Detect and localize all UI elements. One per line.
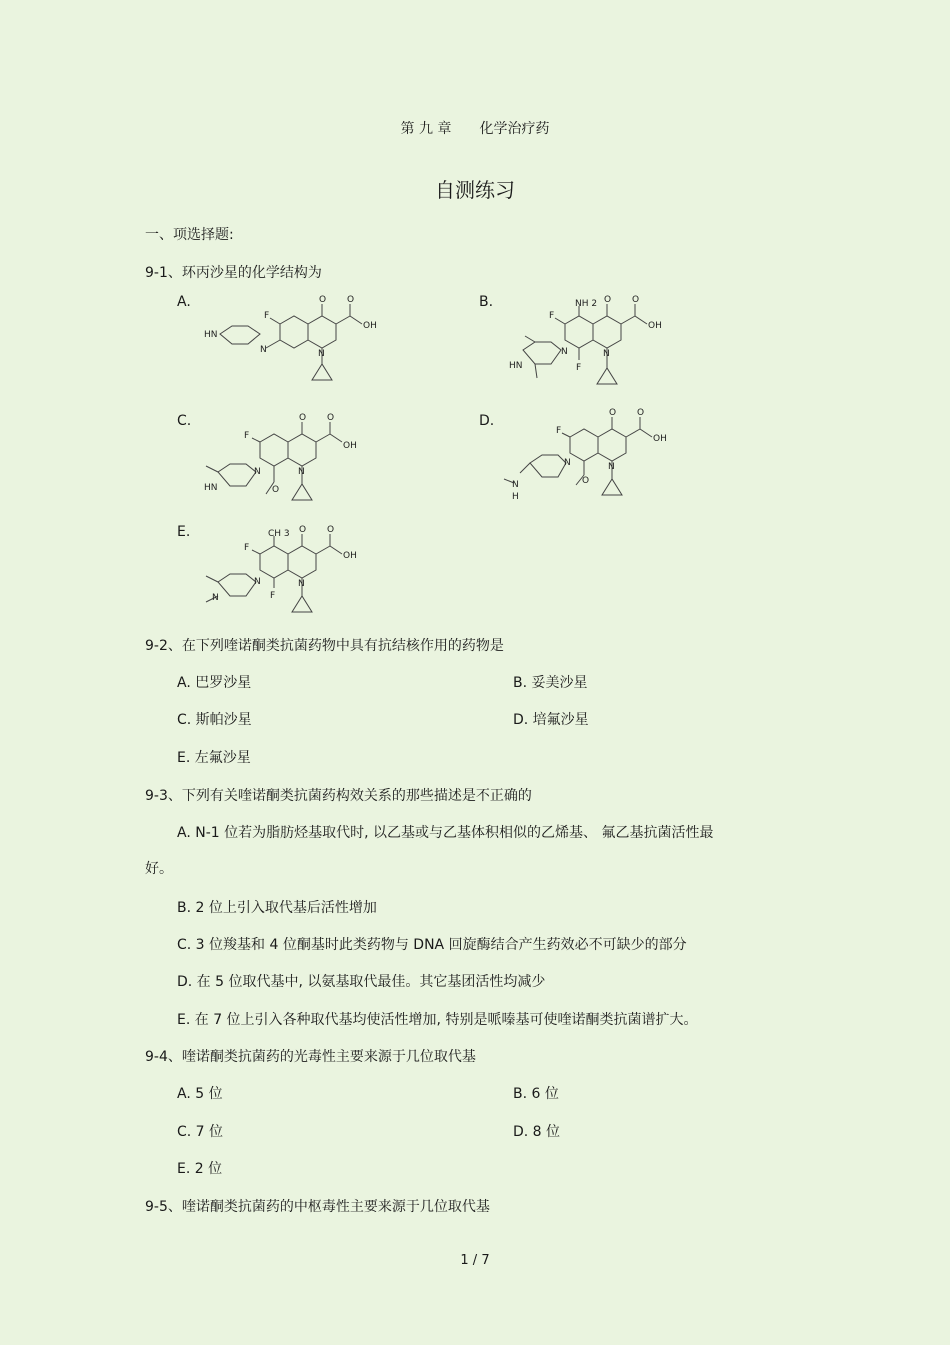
q1-option-b-label: B. [479,294,494,310]
q1-option-d-label: D. [479,413,495,429]
atom-label: N [564,458,571,468]
piperazine-ring [218,464,256,486]
structure-d [500,405,690,505]
pyridone-ring [598,429,626,461]
structure-b [505,292,695,402]
pyridone-ring [288,434,316,466]
atom-label: H [512,492,519,502]
atom-label: O [299,413,307,423]
question-9-5-stem: 9-5、喹诺酮类抗菌药的中枢毒性主要来源于几位取代基 [145,1199,490,1215]
piperidine-ring [530,455,566,477]
cyclopropyl-ring [312,364,332,380]
atom-label: N [608,462,615,472]
atom-label: OH [363,321,377,331]
page-number: 1 / 7 [460,1253,490,1268]
q1-option-a-label: A. [177,294,191,310]
atom-label: F [270,591,276,601]
q2-option-e: E. 左氟沙星 [177,750,251,766]
atom-label: F [549,311,555,321]
atom-label: N [260,345,267,355]
q2-option-c: C. 斯帕沙星 [177,712,252,728]
cyclopropyl-ring [597,368,617,384]
benzene-ring [565,316,593,348]
atom-label: F [556,426,562,436]
q2-option-a: A. 巴罗沙星 [177,675,252,691]
q1-option-c-label: C. [177,413,192,429]
structure-a [200,292,390,392]
atom-label: F [264,311,270,321]
atom-label: N [298,579,305,589]
atom-label: F [244,543,250,553]
atom-label: N [561,347,568,357]
pyridone-ring [308,316,336,348]
piperazine-ring [220,326,260,344]
section-heading: 一、项选择题: [145,227,234,243]
chapter-title: 化学治疗药 [479,121,550,137]
atom-label: OH [343,551,357,561]
cyclopropyl-ring [292,484,312,500]
structure-c [200,410,390,510]
q3-option-a-line2: 好。 [145,861,173,877]
piperazine-ring [523,342,561,364]
atom-label: N [298,467,305,477]
atom-label: N [212,593,219,603]
q3-option-a-line1: A. N-1 位若为脂肪烃基取代时, 以乙基或与乙基体积相似的乙烯基、 氟乙基抗菌活性最 [177,825,714,841]
atom-label: O [327,525,335,535]
atom-label: N [318,349,325,359]
atom-label: O [272,485,280,495]
atom-label: HN [509,361,523,371]
q2-option-d: D. 培氟沙星 [513,712,589,728]
atom-label: O [582,476,590,486]
page-title: 自测练习 [435,178,515,202]
atom-label: HN [204,330,218,340]
atom-label: CH 3 [268,529,290,539]
q4-option-e: E. 2 位 [177,1161,223,1177]
q1-option-e-label: E. [177,524,191,540]
benzene-ring [570,429,598,461]
q3-option-b: B. 2 位上引入取代基后活性增加 [177,900,377,916]
atom-label: HN [204,483,218,493]
benzene-ring [280,316,308,348]
atom-label: NH 2 [575,299,598,309]
atom-label: N [512,480,519,490]
q3-option-d: D. 在 5 位取代基中, 以氨基取代最佳。其它基团活性均减少 [177,974,546,990]
q4-option-a: A. 5 位 [177,1086,223,1102]
atom-label: F [576,363,582,373]
atom-label: N [254,577,261,587]
atom-label: OH [653,434,667,444]
atom-label: O [347,295,355,305]
question-9-4-stem: 9-4、喹诺酮类抗菌药的光毒性主要来源于几位取代基 [145,1049,476,1065]
pyridone-ring [288,546,316,578]
question-9-1-stem: 9-1、环丙沙星的化学结构为 [145,265,322,281]
atom-label: O [604,295,612,305]
q4-option-c: C. 7 位 [177,1124,224,1140]
benzene-ring [260,434,288,466]
atom-label: F [244,431,250,441]
atom-label: O [299,525,307,535]
atom-label: N [254,467,261,477]
benzene-ring [260,546,288,578]
chapter-number: 第 九 章 [400,121,452,137]
atom-label: O [327,413,335,423]
atom-label: O [637,408,645,418]
atom-label: OH [343,441,357,451]
question-9-3-stem: 9-3、下列有关喹诺酮类抗菌药构效关系的那些描述是不正确的 [145,788,532,804]
structure-e [200,522,390,622]
cyclopropyl-ring [292,596,312,612]
chapter-heading [0,118,950,138]
q4-option-d: D. 8 位 [513,1124,561,1140]
atom-label: N [603,349,610,359]
pyridone-ring [593,316,621,348]
q4-option-b: B. 6 位 [513,1086,559,1102]
q3-option-e: E. 在 7 位上引入各种取代基均使活性增加, 特别是哌嗪基可使喹诺酮类抗菌谱扩大。 [177,1012,698,1028]
cyclopropyl-ring [602,479,622,495]
question-9-2-stem: 9-2、在下列喹诺酮类抗菌药物中具有抗结核作用的药物是 [145,638,504,654]
q3-option-c: C. 3 位羧基和 4 位酮基时此类药物与 DNA 回旋酶结合产生药效必不可缺少的部分 [177,937,687,953]
q2-option-b: B. 妥美沙星 [513,675,588,691]
atom-label: OH [648,321,662,331]
piperazine-ring [218,574,256,596]
atom-label: O [319,295,327,305]
atom-label: O [632,295,640,305]
atom-label: O [609,408,617,418]
